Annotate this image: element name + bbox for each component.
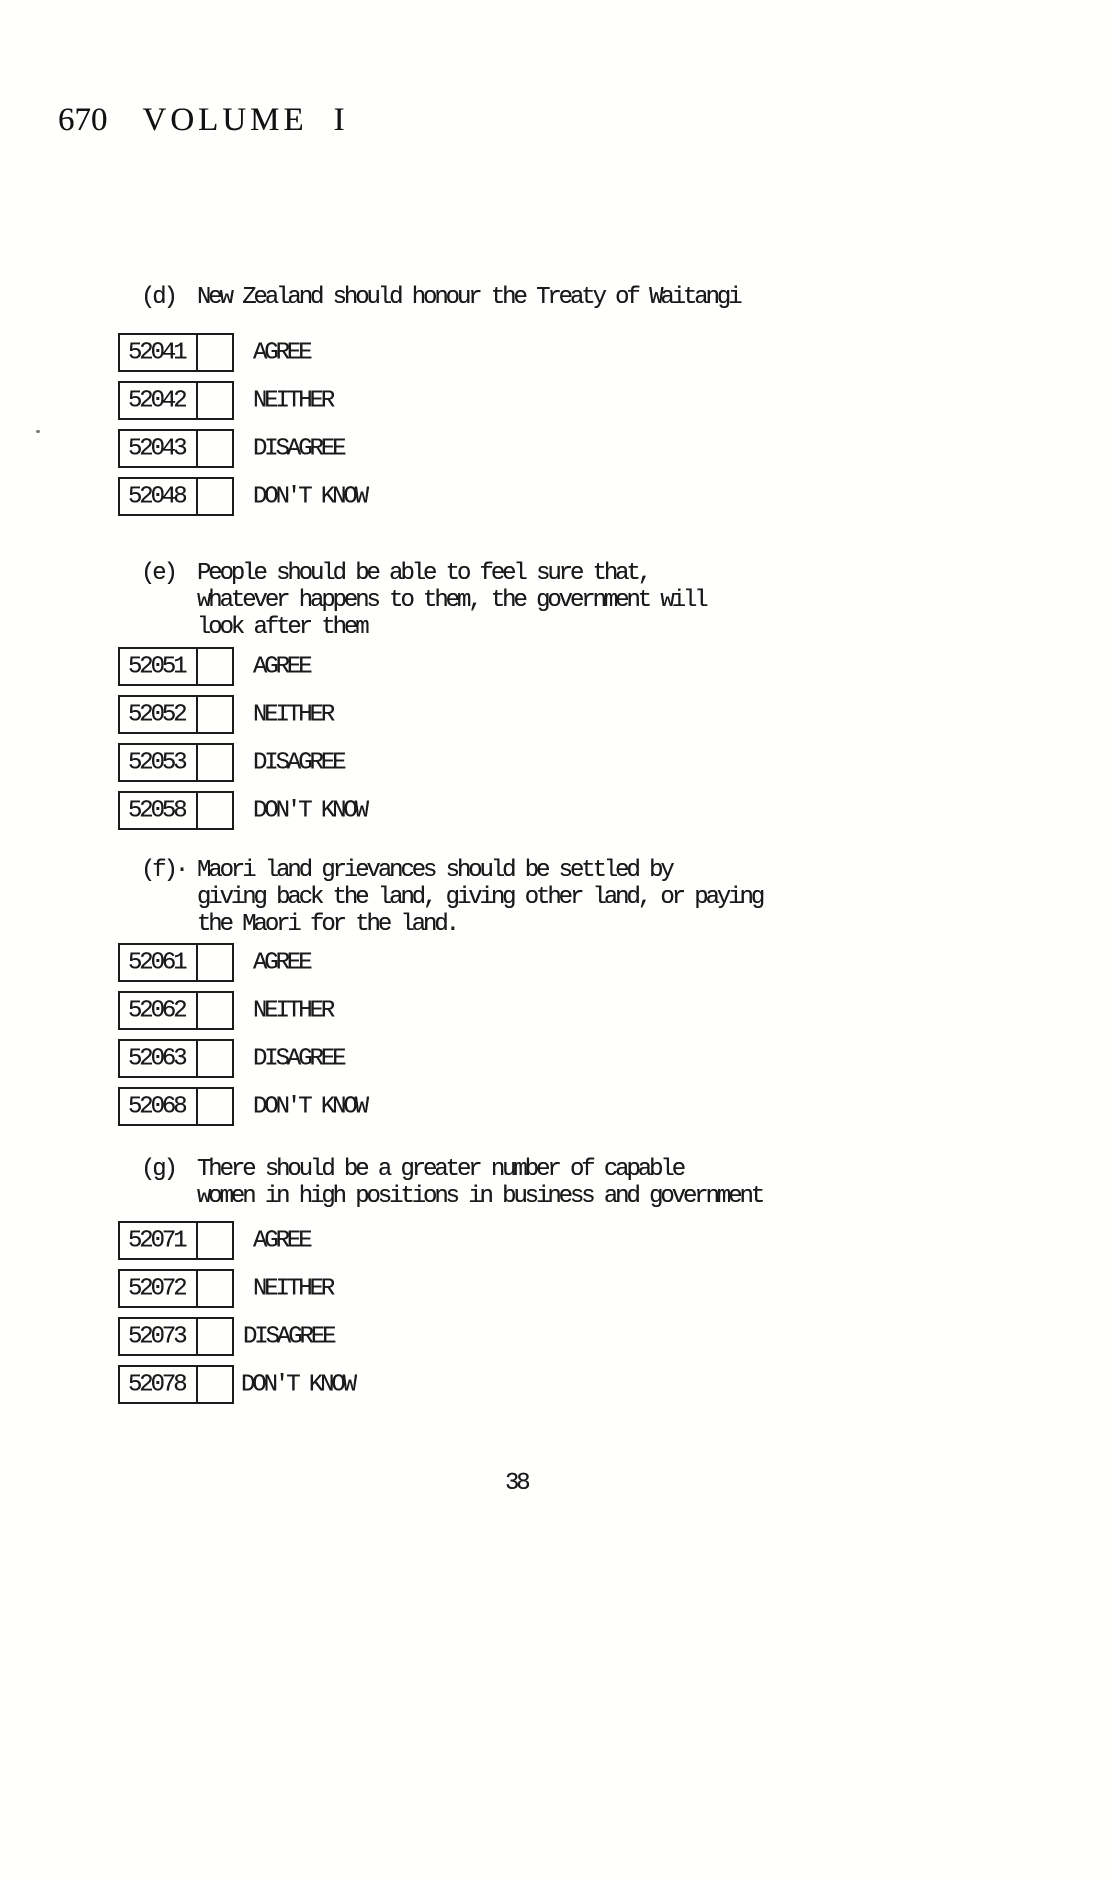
code-value: 52052	[128, 701, 185, 728]
question-text	[0, 284, 1114, 311]
option-row	[0, 1039, 1114, 1078]
code-box	[118, 695, 234, 734]
code-box	[118, 1039, 234, 1078]
code-box	[118, 791, 234, 830]
question-text-line: look after them	[197, 614, 367, 641]
question-text-line: New Zealand should honour the Treaty of Waitangi	[197, 284, 740, 311]
code-value: 52041	[128, 339, 185, 366]
option-list	[0, 647, 1114, 839]
option-label: DISAGREE	[243, 1323, 334, 1350]
code-value: 52063	[128, 1045, 185, 1072]
option-label: DON'T KNOW	[253, 1093, 367, 1120]
code-box	[118, 743, 234, 782]
code-value: 52073	[128, 1323, 185, 1350]
code-box	[118, 1087, 234, 1126]
code-box	[118, 943, 234, 982]
option-label: DISAGREE	[253, 1045, 344, 1072]
code-value: 52072	[128, 1275, 185, 1302]
question-text	[0, 560, 1114, 641]
option-list	[0, 943, 1114, 1135]
option-label: DISAGREE	[253, 749, 344, 776]
code-box	[118, 1269, 234, 1308]
answer-cell[interactable]	[196, 1041, 232, 1076]
code-box	[118, 429, 234, 468]
option-row	[0, 429, 1114, 468]
answer-cell[interactable]	[196, 431, 232, 466]
question-text-line: the Maori for the land.	[197, 911, 457, 938]
option-row	[0, 695, 1114, 734]
option-label: DON'T KNOW	[253, 797, 367, 824]
code-value: 52048	[128, 483, 185, 510]
code-box	[118, 1221, 234, 1260]
option-row	[0, 647, 1114, 686]
question-group-g	[0, 1156, 1114, 1398]
option-label: DON'T KNOW	[253, 483, 367, 510]
question-text-line: whatever happens to them, the government will	[197, 587, 706, 614]
option-label: NEITHER	[253, 387, 333, 414]
option-row	[0, 333, 1114, 372]
question-label: (e)	[141, 560, 175, 587]
answer-cell[interactable]	[196, 1271, 232, 1306]
answer-cell[interactable]	[196, 479, 232, 514]
code-box	[118, 477, 234, 516]
option-label: NEITHER	[253, 701, 333, 728]
code-box	[118, 647, 234, 686]
option-label: AGREE	[253, 653, 310, 680]
option-row	[0, 1317, 1114, 1356]
header-page-number: 670	[58, 102, 108, 138]
answer-cell[interactable]	[196, 1367, 232, 1402]
answer-cell[interactable]	[196, 383, 232, 418]
answer-cell[interactable]	[196, 697, 232, 732]
answer-cell[interactable]	[196, 1319, 232, 1354]
option-row	[0, 477, 1114, 516]
option-row	[0, 381, 1114, 420]
code-value: 52071	[128, 1227, 185, 1254]
answer-cell[interactable]	[196, 793, 232, 828]
question-text-line: Maori land grievances should be settled by	[197, 857, 672, 884]
code-box	[118, 1317, 234, 1356]
code-value: 52078	[128, 1371, 185, 1398]
question-group-f	[0, 857, 1114, 1120]
question-text-line: There should be a greater number of capable	[197, 1156, 684, 1183]
answer-cell[interactable]	[196, 1089, 232, 1124]
question-text	[0, 857, 1114, 938]
option-label: NEITHER	[253, 997, 333, 1024]
option-row	[0, 1087, 1114, 1126]
answer-cell[interactable]	[196, 335, 232, 370]
code-value: 52058	[128, 797, 185, 824]
code-value: 52042	[128, 387, 185, 414]
code-box	[118, 991, 234, 1030]
option-label: NEITHER	[253, 1275, 333, 1302]
option-label: AGREE	[253, 339, 310, 366]
option-list	[0, 1221, 1114, 1413]
option-list	[0, 333, 1114, 525]
option-row	[0, 1365, 1114, 1404]
code-box	[118, 1365, 234, 1404]
header-volume-numeral: I	[333, 102, 345, 138]
option-row	[0, 943, 1114, 982]
question-label: (d)	[141, 284, 175, 311]
option-row	[0, 1269, 1114, 1308]
question-text-line: women in high positions in business and government	[197, 1183, 763, 1210]
option-label: AGREE	[253, 1227, 310, 1254]
option-label: AGREE	[253, 949, 310, 976]
code-box	[118, 333, 234, 372]
option-label: DISAGREE	[253, 435, 344, 462]
option-row	[0, 791, 1114, 830]
answer-cell[interactable]	[196, 745, 232, 780]
question-label: (g)	[141, 1156, 175, 1183]
question-group-d	[0, 284, 1114, 510]
code-value: 52051	[128, 653, 185, 680]
answer-cell[interactable]	[196, 649, 232, 684]
option-label: DON'T KNOW	[241, 1371, 355, 1398]
code-value: 52043	[128, 435, 185, 462]
question-text	[0, 1156, 1114, 1210]
code-value: 52068	[128, 1093, 185, 1120]
answer-cell[interactable]	[196, 993, 232, 1028]
code-value: 52062	[128, 997, 185, 1024]
page-number: 38	[505, 1470, 528, 1497]
code-value: 52061	[128, 949, 185, 976]
option-row	[0, 743, 1114, 782]
answer-cell[interactable]	[196, 945, 232, 980]
question-group-e	[0, 560, 1114, 824]
page-header	[58, 104, 345, 137]
question-label: (f)·	[141, 857, 187, 884]
question-text-line: giving back the land, giving other land, or paying	[197, 884, 763, 911]
answer-cell[interactable]	[196, 1223, 232, 1258]
header-volume-title: VOLUME	[142, 102, 308, 138]
question-text-line: People should be able to feel sure that,	[197, 560, 650, 587]
code-box	[118, 381, 234, 420]
option-row	[0, 1221, 1114, 1260]
option-row	[0, 991, 1114, 1030]
code-value: 52053	[128, 749, 185, 776]
